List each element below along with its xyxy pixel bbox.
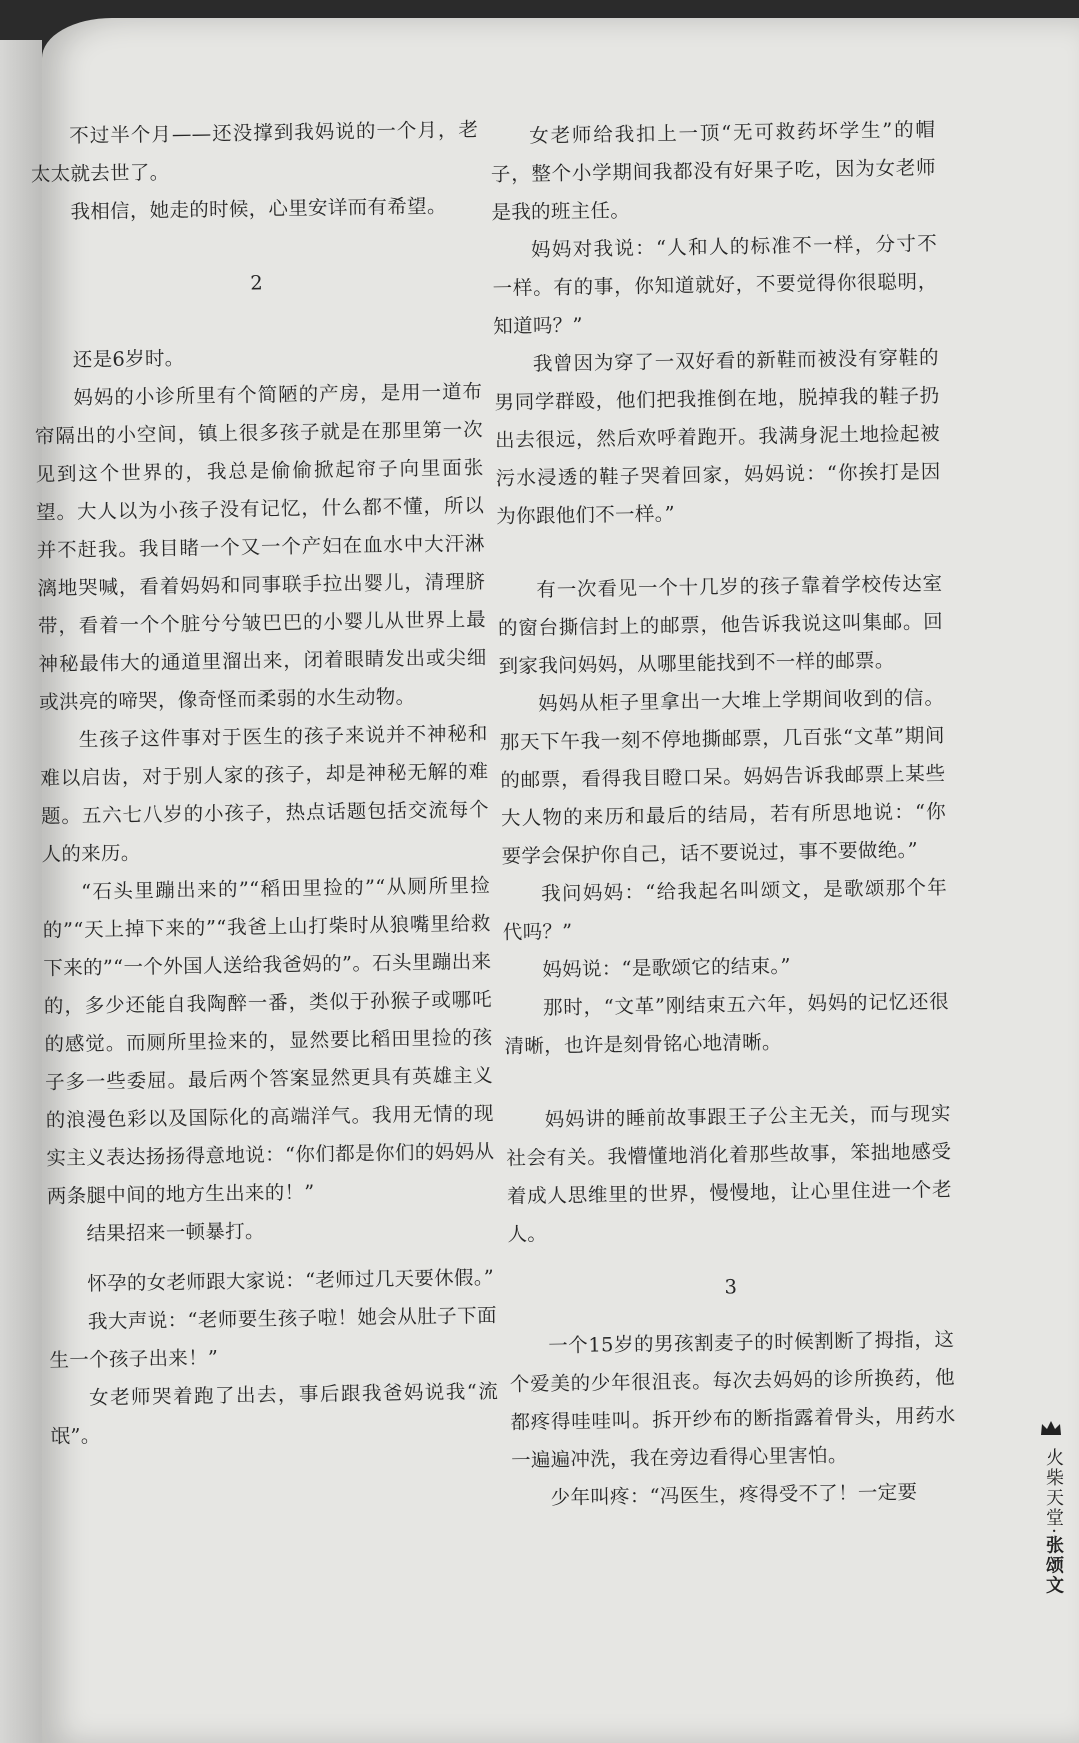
- paragraph: 女老师给我扣上一顶“无可救药坏学生”的帽子，整个小学期间我都没有好果子吃，因为女老师是我的班主任。: [490, 118, 937, 224]
- paragraph: 结果招来一顿暴打。: [86, 1219, 265, 1246]
- paragraph: 不过半个月——还没撑到我妈说的一个月，老太太就去世了。: [30, 117, 479, 186]
- running-header: [1036, 1448, 1066, 1596]
- paragraph: 一个15岁的男孩割麦子的时候割断了拇指，这个爱美的少年很沮丧。每次去妈妈的诊所换药，他都疼得哇哇叫。拆开纱布的断指露着骨头，用药水一遍遍冲洗，我在旁边看得心里害怕。: [509, 1327, 956, 1472]
- paragraph: 有一次看见一个十几岁的孩子靠着学校传达室的窗台撕信封上的邮票，他告诉我说这叫集邮。回到家我问妈妈，从哪里能找到不一样的邮票。: [497, 571, 944, 678]
- paragraph: 妈妈对我说：“人和人的标准不一样，分寸不一样。有的事，你知道就好，不要觉得你很聪明，知道吗？”: [492, 231, 938, 338]
- paragraph: 我大声说：“老师要生孩子啦！她会从肚子下面生一个孩子出来！”: [49, 1303, 498, 1372]
- paragraph: 我问妈妈：“给我起名叫颂文，是歌颂那个年代吗？”: [502, 875, 948, 944]
- separator: ·: [1043, 1528, 1064, 1536]
- paragraph: 妈妈讲的睡前故事跟王子公主无关，而与现实社会有关。我懵懂地消化着那些故事，笨拙地感受着成人思维里的世界，慢慢地，让心里住进一个老人。: [506, 1101, 953, 1246]
- paragraph: 我相信，她走的时候，心里安详而有希望。: [70, 194, 447, 224]
- paragraph: 我曾因为穿了一双好看的新鞋而被没有穿鞋的男同学群殴，他们把我推倒在地，脱掉我的鞋子扔出去很远，然后欢呼着跑开。我满身泥土地捡起被污水浸透的鞋子哭着回家，妈妈说：“你挨打是因为你跟他们不一样。”: [494, 345, 941, 528]
- paragraph: 少年叫疼：“冯医生，疼得受不了！一定要: [550, 1480, 918, 1510]
- paragraph: 妈妈从柜子里拿出一大堆上学期间收到的信。那天下午我一刻不停地撕邮票，几百张“文革”期间的邮票，看得我目瞪口呆。妈妈告诉我邮票上某些大人物的来历和最后的结局，若有所思地说：“你要学会保护你自己，话不要说过，事不要做绝。”: [499, 685, 947, 868]
- paragraph: 女老师哭着跑了出去，事后跟我爸妈说我“流氓”。: [50, 1379, 499, 1448]
- section-number: 2: [250, 271, 264, 295]
- right-column: [490, 111, 957, 1518]
- paragraph: 那时，“文革”刚结束五六年，妈妈的记忆还很清晰，也许是刻骨铭心地清晰。: [504, 989, 950, 1058]
- paragraph: 还是6岁时。: [72, 346, 185, 372]
- paragraph: 生孩子这件事对于医生的孩子来说并不神秘和难以启齿，对于别人家的孩子，却是神秘无解的难题。五六七八岁的小孩子，热点话题包括交流每个人的来历。: [40, 721, 490, 866]
- paragraph: 怀孕的女老师跟大家说：“老师过几天要休假。”: [87, 1265, 495, 1296]
- paragraph: “石头里蹦出来的”“稻田里捡的”“从厕所里捡的”“天上掉下来的”“我爸上山打柴时从狼嘴里给救下来的”“一个外国人送给我爸妈的”。石头里蹦出来的，多少还能自我陶醉一番，类似于孙猴子或哪吒的感觉。而厕所里捡来的，显然要比稻田里捡的孩子多一些委屈。最后两个答案显然更具有英雄主义的浪漫色彩以及国际化的高端洋气。我用无情的现实主义表达扬扬得意地说：“你们都是你们的妈妈从两条腿中间的地方生出来的！”: [42, 873, 495, 1208]
- paragraph: 妈妈说：“是歌颂它的结束。”: [542, 954, 791, 982]
- paragraph: 妈妈的小诊所里有个简陋的产房，是用一道布帘隔出的小空间，镇上很多孩子就是在那里第一次见到这个世界的，我总是偷偷掀起帘子向里面张望。大人以为小孩子没有记忆，什么都不懂，所以并不赶我。我目睹一个又一个产妇在血水中大汗淋漓地哭喊，看着妈妈和同事联手拉出婴儿，清理脐带，看着一个个脏兮兮皱巴巴的小婴儿从世界上最神秘最伟大的通道里溜出来，闭着眼睛发出或尖细或洪亮的啼哭，像奇怪而柔弱的水生动物。: [34, 379, 487, 714]
- series-title: 火柴天堂: [1043, 1448, 1064, 1528]
- crown-icon: [1040, 1420, 1062, 1436]
- author-name: 张颂文: [1043, 1535, 1064, 1596]
- section-number: 3: [724, 1275, 738, 1299]
- left-column: [30, 111, 499, 1456]
